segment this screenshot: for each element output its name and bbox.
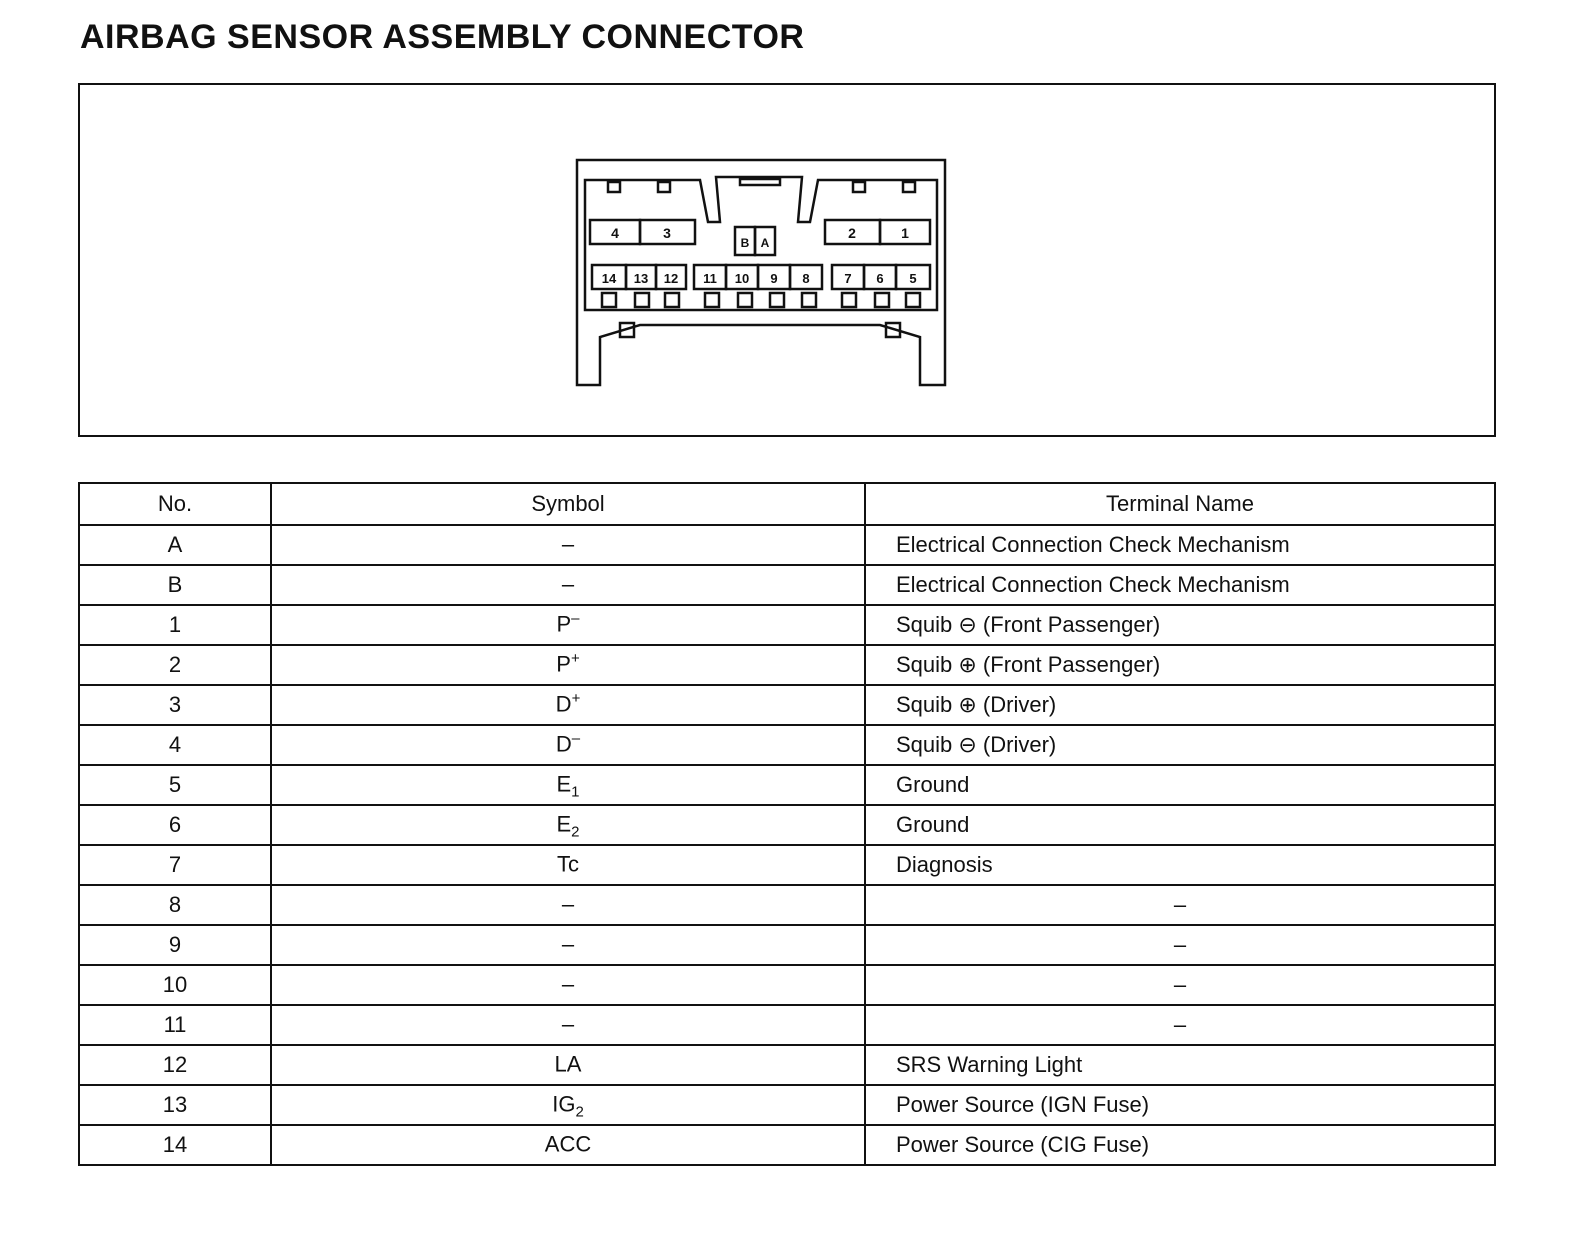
pin-label-3: 3 bbox=[663, 225, 671, 241]
terminal-number: 12 bbox=[79, 1045, 271, 1085]
symbol-base: – bbox=[561, 530, 575, 556]
terminal-number: 14 bbox=[79, 1125, 271, 1165]
pin-label-2: 2 bbox=[848, 225, 856, 241]
lock-tab bbox=[802, 293, 816, 307]
lock-tab bbox=[635, 293, 649, 307]
table-row bbox=[79, 845, 1495, 885]
symbol-subscript: 2 bbox=[571, 823, 580, 841]
symbol-base: ACC bbox=[544, 1130, 592, 1156]
terminal-number: 5 bbox=[79, 765, 271, 805]
symbol-subscript: 1 bbox=[571, 783, 580, 801]
terminal-symbol bbox=[271, 525, 865, 565]
terminal-symbol bbox=[271, 1045, 865, 1085]
table-row bbox=[79, 645, 1495, 685]
symbol-base: Tc bbox=[557, 850, 579, 876]
terminal-symbol bbox=[271, 685, 865, 725]
table-row bbox=[79, 765, 1495, 805]
latch bbox=[658, 182, 670, 192]
pin-label-13: 13 bbox=[633, 271, 649, 286]
terminal-name: SRS Warning Light bbox=[865, 1045, 1495, 1085]
pin-label-1: 1 bbox=[901, 225, 909, 241]
terminal-number: A bbox=[79, 525, 271, 565]
lock-tab bbox=[738, 293, 752, 307]
terminal-symbol bbox=[271, 965, 865, 1005]
symbol-superscript: – bbox=[571, 609, 580, 627]
pin-label-11: 11 bbox=[703, 271, 717, 286]
terminal-number: B bbox=[79, 565, 271, 605]
lock-tab bbox=[770, 293, 784, 307]
pin-label-10: 10 bbox=[734, 271, 750, 286]
terminal-number: 2 bbox=[79, 645, 271, 685]
terminal-name: Squib ⊖ (Driver) bbox=[865, 725, 1495, 765]
pin-label-12: 12 bbox=[663, 271, 679, 286]
table-row bbox=[79, 965, 1495, 1005]
symbol-base: E bbox=[556, 810, 572, 836]
pin-label-6: 6 bbox=[876, 271, 884, 286]
pin-label-5: 5 bbox=[909, 271, 917, 286]
table-row bbox=[79, 1125, 1495, 1165]
lock-tab bbox=[842, 293, 856, 307]
symbol-subscript: 2 bbox=[575, 1103, 584, 1121]
latch bbox=[853, 182, 865, 192]
symbol-base: LA bbox=[554, 1050, 582, 1076]
terminal-symbol bbox=[271, 765, 865, 805]
terminal-number: 8 bbox=[79, 885, 271, 925]
terminal-number: 6 bbox=[79, 805, 271, 845]
terminal-symbol bbox=[271, 1005, 865, 1045]
terminal-name: Ground bbox=[865, 765, 1495, 805]
pin-label-7: 7 bbox=[844, 271, 852, 286]
top-key bbox=[740, 179, 780, 185]
symbol-superscript: + bbox=[571, 689, 581, 707]
symbol-base: P bbox=[556, 610, 572, 636]
table-row bbox=[79, 885, 1495, 925]
connector-diagram-frame bbox=[78, 83, 1496, 437]
terminal-symbol bbox=[271, 565, 865, 605]
pin-label-4: 4 bbox=[611, 225, 619, 241]
terminal-number: 3 bbox=[79, 685, 271, 725]
table-header-row bbox=[79, 483, 1495, 525]
pin-label-14: 14 bbox=[601, 271, 617, 286]
terminal-name: Squib ⊕ (Front Passenger) bbox=[865, 645, 1495, 685]
terminal-symbol bbox=[271, 885, 865, 925]
table-row bbox=[79, 1085, 1495, 1125]
table-row bbox=[79, 925, 1495, 965]
table-row bbox=[79, 605, 1495, 645]
symbol-base: – bbox=[561, 970, 575, 996]
table-row bbox=[79, 1045, 1495, 1085]
terminal-name: – bbox=[865, 1005, 1495, 1045]
symbol-base: – bbox=[561, 570, 575, 596]
terminal-name: – bbox=[865, 885, 1495, 925]
symbol-base: E bbox=[556, 770, 572, 796]
table-row bbox=[79, 525, 1495, 565]
lock-tab bbox=[906, 293, 920, 307]
header-no: No. bbox=[79, 483, 271, 525]
symbol-base: D bbox=[555, 690, 572, 716]
terminal-name: Electrical Connection Check Mechanism bbox=[865, 525, 1495, 565]
table-row bbox=[79, 725, 1495, 765]
terminal-number: 13 bbox=[79, 1085, 271, 1125]
lock-tab bbox=[705, 293, 719, 307]
terminal-number: 10 bbox=[79, 965, 271, 1005]
terminal-symbol bbox=[271, 645, 865, 685]
latch bbox=[608, 182, 620, 192]
connector-housing bbox=[577, 160, 945, 385]
terminal-symbol bbox=[271, 1085, 865, 1125]
terminal-symbol bbox=[271, 925, 865, 965]
lock-tab bbox=[602, 293, 616, 307]
header-terminal-name: Terminal Name bbox=[865, 483, 1495, 525]
terminal-symbol bbox=[271, 605, 865, 645]
terminal-table bbox=[78, 482, 1496, 1166]
symbol-base: IG bbox=[552, 1090, 576, 1116]
pin-label-B: B bbox=[740, 236, 750, 250]
lock-tab bbox=[875, 293, 889, 307]
terminal-name: Diagnosis bbox=[865, 845, 1495, 885]
terminal-number: 1 bbox=[79, 605, 271, 645]
table-row bbox=[79, 1005, 1495, 1045]
terminal-name: Squib ⊕ (Driver) bbox=[865, 685, 1495, 725]
symbol-superscript: + bbox=[570, 649, 580, 667]
terminal-name: – bbox=[865, 925, 1495, 965]
diagram-title: AIRBAG SENSOR ASSEMBLY CONNECTOR bbox=[80, 18, 805, 56]
latch bbox=[903, 182, 915, 192]
pin-label-9: 9 bbox=[770, 271, 778, 286]
symbol-base: – bbox=[561, 1010, 575, 1036]
terminal-symbol bbox=[271, 805, 865, 845]
terminal-name: Ground bbox=[865, 805, 1495, 845]
terminal-name: Power Source (CIG Fuse) bbox=[865, 1125, 1495, 1165]
symbol-superscript: – bbox=[571, 729, 581, 747]
symbol-base: P bbox=[556, 650, 571, 676]
symbol-base: – bbox=[561, 930, 575, 956]
terminal-number: 4 bbox=[79, 725, 271, 765]
lock-tab bbox=[665, 293, 679, 307]
table-row bbox=[79, 805, 1495, 845]
pin-label-A: A bbox=[760, 236, 770, 250]
terminal-name: Power Source (IGN Fuse) bbox=[865, 1085, 1495, 1125]
pin-label-8: 8 bbox=[802, 271, 810, 286]
terminal-symbol bbox=[271, 725, 865, 765]
connector-face-drawing bbox=[80, 85, 1494, 435]
terminal-number: 9 bbox=[79, 925, 271, 965]
table-row bbox=[79, 565, 1495, 605]
table-row bbox=[79, 685, 1495, 725]
terminal-name: Electrical Connection Check Mechanism bbox=[865, 565, 1495, 605]
terminal-number: 11 bbox=[79, 1005, 271, 1045]
terminal-name: Squib ⊖ (Front Passenger) bbox=[865, 605, 1495, 645]
symbol-base: D bbox=[555, 730, 572, 756]
terminal-number: 7 bbox=[79, 845, 271, 885]
header-symbol: Symbol bbox=[271, 483, 865, 525]
terminal-name: – bbox=[865, 965, 1495, 1005]
symbol-base: – bbox=[561, 890, 575, 916]
terminal-symbol bbox=[271, 1125, 865, 1165]
terminal-symbol bbox=[271, 845, 865, 885]
